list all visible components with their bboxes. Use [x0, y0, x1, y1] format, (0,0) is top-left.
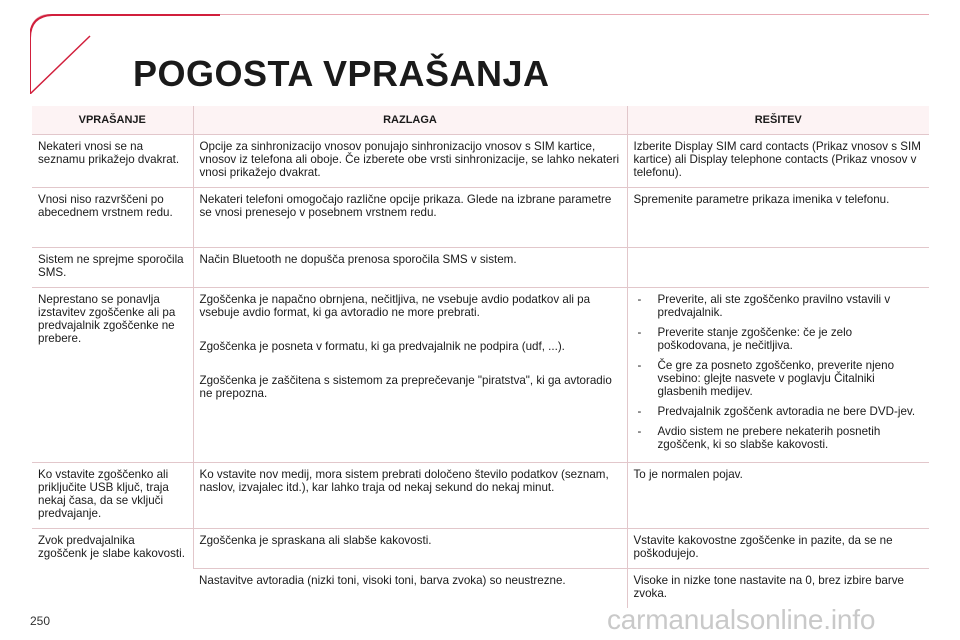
solution-cell	[627, 188, 929, 248]
question-text: Neprestano se ponavlja izstavitev zgoščenke ali pa predvajalnik zgoščenke ne prebere.	[38, 293, 176, 345]
solution-list-item: - Avdio sistem ne prebere nekaterih posnetih zgoščenk, ki so slabše kakovosti.	[634, 425, 924, 451]
column-header-question: VPRAŠANJE	[32, 106, 193, 135]
table-row	[32, 188, 929, 248]
solution-text: Izberite Display SIM card contacts (Prikaz vnosov s SIM kartice) ali Display telephone contacts (Prikaz vnosov v telefonu).	[633, 140, 921, 179]
solution-text: Vstavite kakovostne zgoščenke in pazite, da se ne poškodujejo.	[633, 534, 893, 560]
faq-table	[32, 106, 929, 608]
solution-list-item: - Če gre za posneto zgoščenko, preverite njeno vsebino: glejte nasvete v poglavju Čitalniki glasbenih medijev.	[634, 359, 924, 398]
solution-list-item: - Predvajalnik zgoščenk avtoradia ne bere DVD-jev.	[634, 405, 924, 418]
solution-list-item: - Preverite, ali ste zgoščenko pravilno vstavili v predvajalnik.	[634, 293, 924, 319]
question-cell	[32, 188, 193, 248]
solution-cell	[627, 569, 929, 609]
explanation-text: Zgoščenka je napačno obrnjena, nečitljiva, ne vsebuje avdio podatkov ali pa vsebuje avdio format, ki ga avtoradio ne more prebrati.	[199, 293, 591, 319]
question-text: Nekateri vnosi se na seznamu prikažejo dvakrat.	[38, 140, 180, 166]
explanation-cell	[193, 288, 627, 463]
column-header-explanation: RAZLAGA	[193, 106, 627, 135]
explanation-text: Nekateri telefoni omogočajo različne opcije prikaza. Glede na izbrane parametre se vnosi prenesejo v posebnem vrstnem redu.	[199, 193, 612, 219]
explanation-cell	[193, 248, 627, 288]
watermark: carmanualsonline.info	[607, 604, 876, 635]
question-cell	[32, 135, 193, 188]
faq-table-container	[32, 106, 929, 608]
explanation-text: Nastavitve avtoradia (nizki toni, visoki toni, barva zvoka) so neustrezne.	[199, 574, 566, 587]
explanation-cell	[193, 135, 627, 188]
explanation-cell	[193, 529, 627, 569]
table-header-row	[32, 106, 929, 135]
question-cell	[32, 463, 193, 529]
explanation-cell	[193, 463, 627, 529]
table-row	[32, 463, 929, 529]
table-row	[32, 529, 929, 569]
explanation-text: Način Bluetooth ne dopušča prenosa sporočila SMS v sistem.	[199, 253, 517, 266]
solution-cell	[627, 529, 929, 569]
solution-cell	[627, 248, 929, 288]
question-text: Ko vstavite zgoščenko ali priključite USB ključ, traja nekaj časa, da se vključi predvajanje.	[38, 468, 169, 520]
page-title: POGOSTA VPRAŠANJA	[133, 53, 550, 94]
question-text: Vnosi niso razvrščeni po abecednem vrstnem redu.	[38, 193, 173, 219]
table-row	[32, 248, 929, 288]
solution-cell	[627, 288, 929, 463]
question-cell	[32, 529, 193, 609]
explanation-cell	[193, 569, 627, 609]
table-row	[32, 135, 929, 188]
solution-text: Spremenite parametre prikaza imenika v telefonu.	[633, 193, 890, 206]
explanation-text: Zgoščenka je posneta v formatu, ki ga predvajalnik ne podpira (udf, ...).	[199, 340, 565, 353]
column-header-solution: REŠITEV	[627, 106, 929, 135]
page-number: 250	[30, 614, 51, 628]
solution-list	[634, 293, 924, 451]
explanation-text: Zgoščenka je zaščitena s sistemom za preprečevanje "piratstva", ki ga avtoradio ne prepozna.	[199, 374, 612, 400]
explanation-cell	[193, 188, 627, 248]
solution-text: Visoke in nizke tone nastavite na 0, brez izbire barve zvoka.	[633, 574, 904, 600]
question-cell	[32, 288, 193, 463]
question-text: Sistem ne sprejme sporočila SMS.	[38, 253, 184, 279]
explanation-text: Opcije za sinhronizacijo vnosov ponujajo sinhronizacijo vnosov s SIM kartice, vnosov iz telefona ali oboje. Če izberete obe vrsti sinhronizacije, se lahko nekateri vnosi prikažejo dvakrat.	[199, 140, 620, 179]
table-row	[32, 288, 929, 463]
question-text: Zvok predvajalnika zgoščenk je slabe kakovosti.	[38, 534, 185, 560]
explanation-text: Zgoščenka je spraskana ali slabše kakovosti.	[199, 534, 432, 547]
solution-list-item: - Preverite stanje zgoščenke: če je zelo poškodovana, je nečitljiva.	[634, 326, 924, 352]
solution-cell	[627, 135, 929, 188]
solution-text: To je normalen pojav.	[633, 468, 743, 481]
question-cell	[32, 248, 193, 288]
explanation-text: Ko vstavite nov medij, mora sistem prebrati določeno število podatkov (seznam, naslov, izvajalec itd.), kar lahko traja od nekaj sekund do nekaj minut.	[199, 468, 609, 494]
solution-cell	[627, 463, 929, 529]
